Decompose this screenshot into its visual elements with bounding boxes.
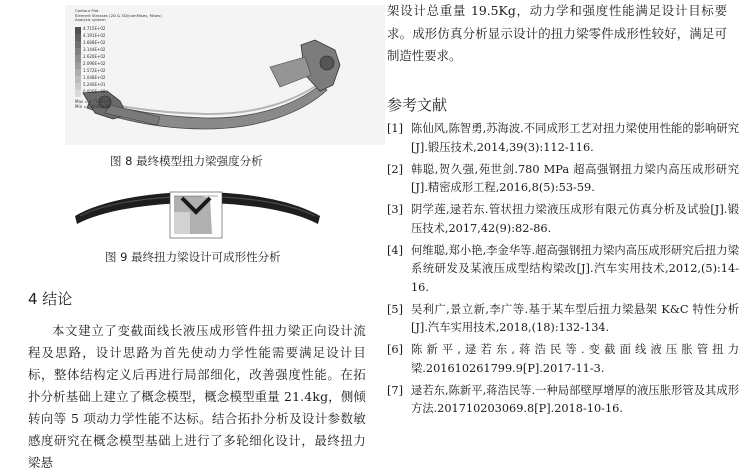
figure-9-caption: 图 9 最终扭力梁设计可成形性分析: [105, 250, 281, 264]
reference-text: 陈新平,逯若东,蒋浩民等.变截面线液压胀管扭力梁.201610261799.9[P].2017-11-3.: [411, 343, 739, 375]
reference-number: [4]: [387, 243, 404, 257]
fea-stress-plot: [65, 5, 385, 145]
conclusion-paragraph: 本文建立了变截面线长液压成形管件扭力梁正向设计流程及思路，设计思路为首先使动力学性能需要满足设计目标，整体结构定义后再进行局部细化，改善强度性能。在拓扑分析基础上建立了概念模型，概念模型重量 21.4kg，侧倾转向等 5 项动力学性能不达标。结合拓扑分析及设计参数敏感度研究在概念模型基础上进行了多轮细化设计，最终扭力梁悬: [28, 323, 366, 470]
legend-value: 2.620E+02: [83, 54, 106, 59]
reference-item: [387, 382, 739, 419]
reference-text: 吴利广,景立新,李广等.基于某车型后扭力梁悬架 K&C 特性分析[J].汽车实用技术,2018,(18):132-134.: [411, 302, 739, 334]
figure-8-image: [65, 5, 385, 145]
reference-item: [387, 242, 739, 298]
legend-system: Analysis system: [75, 17, 106, 23]
reference-item: [387, 161, 739, 198]
reference-text: 韩聪,贺久强,苑世剑.780 MPa 超高强钢扭力梁内高压成形研究[J].精密成形工程,2016,8(5):53-59.: [411, 162, 739, 194]
reference-number: [5]: [387, 302, 404, 316]
section-heading: 4 结论: [28, 290, 73, 308]
legend-value: 5.240E+01: [83, 82, 106, 87]
legend-color-bar: [75, 27, 81, 97]
reference-number: [2]: [387, 162, 404, 176]
legend-value: 4.715E+02: [83, 26, 106, 31]
reference-item: [387, 120, 739, 157]
legend-value: 2.096E+02: [83, 61, 106, 66]
reference-number: [1]: [387, 122, 404, 135]
reference-text: 逯若东,陈新平,蒋浩民等.一种局部壁厚增厚的液压胀形管及其成形方法.201710203069.8[P].2018-10-16.: [411, 383, 739, 415]
legend-value: 4.191E+02: [83, 33, 106, 38]
reference-text: 陈仙风,陈智勇,苏海波.不同成形工艺对扭力梁使用性能的影响研究[J].锻压技术,2014,39(3):112-116.: [411, 122, 739, 154]
formability-arc: [70, 178, 325, 240]
legend-value: 1.048E+02: [83, 75, 106, 80]
reference-item: [387, 341, 739, 378]
legend-value: 1.572E+02: [83, 68, 106, 73]
legend-values: [83, 25, 105, 95]
reference-number: [7]: [387, 383, 404, 397]
figure-9-image: [70, 178, 325, 240]
legend-subtitle: Element Stresses (2D & 3D)(vonMises, Mises): [75, 12, 162, 18]
legend-title: Contour Plot: [75, 8, 99, 13]
reference-item: [387, 301, 739, 338]
conclusion-continuation: 架设计总重量 19.5Kg，动力学和强度性能满足设计目标要求。成形仿真分析显示设计的扭力梁零件成形性较好，满足可制造性要求。: [387, 3, 727, 63]
legend-value: 3.144E+02: [83, 47, 106, 52]
legend-max: Max = 4.715E+02: [75, 99, 112, 104]
reference-number: [3]: [387, 203, 404, 216]
legend-min: Min = 0.000E+00: [75, 104, 111, 109]
reference-number: [6]: [387, 343, 404, 356]
reference-text: 何维聪,郑小艳,李金华等.超高强钢扭力梁内高压成形研究后扭力梁系统研发及某液压成型结构梁改[J].汽车实用技术,2012,(5):14-16.: [411, 243, 739, 294]
legend-text: [75, 9, 162, 23]
reference-list: [387, 120, 739, 422]
reference-item: [387, 201, 739, 238]
references-heading: 参考文献: [387, 96, 448, 114]
reference-text: 阴学莲,逯若东.管状扭力梁液压成形有限元仿真分析及试验[J].锻压技术,2017,42(9):82-86.: [411, 203, 739, 235]
legend-value: 3.668E+02: [83, 40, 106, 45]
legend-minmax: [75, 99, 112, 109]
figure-8-caption: 图 8 最终模型扭力梁强度分析: [110, 154, 263, 168]
legend-value: 0.000E+00: [83, 89, 106, 94]
